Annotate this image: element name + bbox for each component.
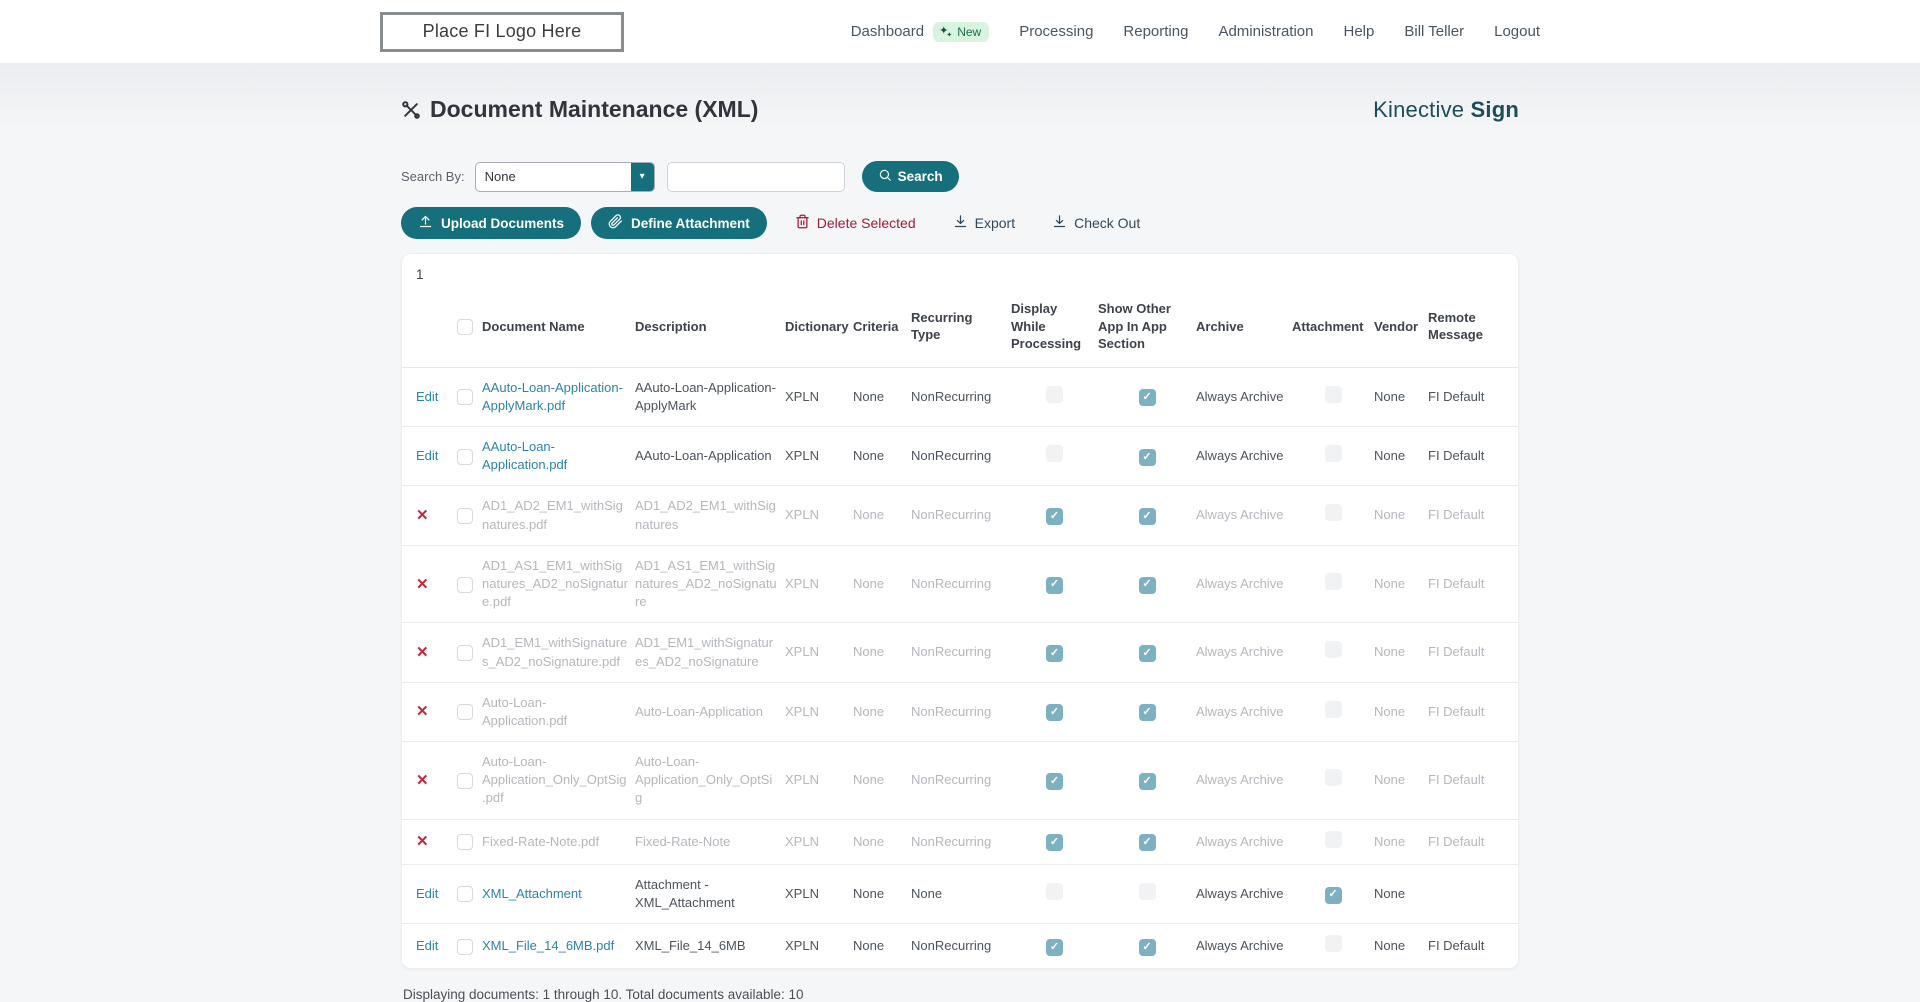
document-name-link[interactable]: XML_Attachment: [482, 885, 582, 901]
document-name-link: AD1_AS1_EM1_withSignatures_AD2_noSignature.pdf: [482, 557, 628, 610]
export-button[interactable]: [953, 214, 1015, 232]
header-display-while-processing: Display While Processing: [1011, 286, 1098, 367]
nav-item-reporting[interactable]: Reporting: [1123, 23, 1189, 40]
archive-cell: Always Archive: [1196, 545, 1292, 623]
table-row: [402, 427, 1518, 486]
header-attachment: Attachment: [1292, 286, 1374, 367]
row-checkbox[interactable]: [457, 508, 473, 524]
display-while-processing-checkbox: ✓: [1046, 939, 1063, 956]
document-name-cell: [482, 924, 635, 969]
archive-cell: Always Archive: [1196, 742, 1292, 820]
display-while-processing-cell: [1011, 367, 1098, 426]
show-other-app-cell: [1098, 924, 1196, 969]
display-while-processing-cell: [1011, 742, 1098, 820]
header-document-name: Document Name: [482, 286, 635, 367]
edit-link[interactable]: Edit: [416, 448, 439, 464]
select-cell: [448, 742, 482, 820]
row-checkbox[interactable]: [457, 449, 473, 465]
paperclip-icon: [608, 214, 623, 232]
show-other-app-checkbox: ✓: [1139, 449, 1156, 466]
remote-message-cell: FI Default: [1428, 427, 1518, 486]
row-checkbox[interactable]: [457, 645, 473, 661]
action-cell: [402, 819, 448, 864]
description-cell: AD1_AS1_EM1_withSignatures_AD2_noSignature: [635, 545, 785, 623]
nav-item-dashboard[interactable]: Dashboard: [850, 23, 925, 40]
nav-item-processing[interactable]: Processing: [1019, 23, 1094, 40]
select-cell: [448, 682, 482, 741]
attachment-checkbox: [1325, 769, 1342, 786]
vendor-cell: None: [1374, 486, 1428, 545]
dictionary-cell: XPLN: [785, 623, 853, 682]
select-cell: [448, 924, 482, 969]
recurring-type-cell: NonRecurring: [911, 819, 1011, 864]
table-row: [402, 864, 1518, 923]
display-while-processing-checkbox: ✓: [1046, 773, 1063, 790]
select-cell: [448, 623, 482, 682]
documents-summary: Displaying documents: 1 through 10. Total documents available: 10: [403, 987, 804, 1002]
action-cell: [402, 623, 448, 682]
dictionary-cell: XPLN: [785, 864, 853, 923]
brand-logo: [1373, 97, 1519, 123]
page-title: [401, 96, 758, 123]
attachment-checkbox: [1325, 831, 1342, 848]
document-name-link[interactable]: AAuto-Loan-Application.pdf: [482, 439, 568, 473]
attachment-checkbox: [1325, 573, 1342, 590]
show-other-app-cell: [1098, 367, 1196, 426]
new-badge-label: New: [957, 24, 982, 39]
display-while-processing-cell: [1011, 427, 1098, 486]
header-recurring-type: Recurring Type: [911, 286, 1011, 367]
export-label: Export: [974, 215, 1016, 231]
nav-links: [851, 22, 1540, 42]
logo-text: Place FI Logo Here: [422, 21, 582, 41]
dictionary-cell: XPLN: [785, 486, 853, 545]
remote-message-cell: FI Default: [1428, 938, 1485, 954]
show-other-app-cell: [1098, 623, 1196, 682]
nav-item-help[interactable]: Help: [1343, 23, 1375, 40]
nav-item-user[interactable]: Bill Teller: [1404, 23, 1465, 40]
header-archive: Archive: [1196, 286, 1292, 367]
upload-documents-button[interactable]: [401, 207, 581, 239]
show-other-app-cell: [1098, 819, 1196, 864]
define-attachment-button[interactable]: [591, 207, 767, 239]
archive-cell: Always Archive: [1196, 427, 1292, 486]
download-icon: [1052, 214, 1067, 232]
table-row: [402, 819, 1518, 864]
action-cell: [402, 864, 448, 923]
search-by-selected-value: None: [484, 169, 516, 184]
attachment-checkbox: [1325, 935, 1342, 952]
attachment-checkbox: [1325, 641, 1342, 658]
document-name-cell: [482, 864, 635, 923]
display-while-processing-checkbox: [1046, 883, 1063, 900]
display-while-processing-checkbox: ✓: [1046, 834, 1063, 851]
criteria-cell: None: [853, 623, 911, 682]
dictionary-cell: XPLN: [785, 938, 819, 954]
show-other-app-checkbox: [1139, 883, 1156, 900]
show-other-app-cell: [1098, 486, 1196, 545]
document-name-cell: [482, 623, 635, 682]
document-name-cell: [482, 682, 635, 741]
description-cell: AAuto-Loan-Application: [635, 427, 785, 486]
description-cell: AD1_AD2_EM1_withSignatures: [635, 486, 785, 545]
attachment-cell: [1292, 819, 1374, 864]
header-vendor: Vendor: [1374, 286, 1428, 367]
recurring-type-cell: NonRecurring: [911, 367, 1011, 426]
new-badge: [933, 22, 989, 42]
page-title-text: Document Maintenance (XML): [430, 96, 759, 122]
display-while-processing-checkbox: [1046, 445, 1063, 462]
attachment-checkbox: ✓: [1325, 887, 1342, 904]
action-cell: [402, 486, 448, 545]
attachment-checkbox: [1325, 386, 1342, 403]
table-header-row: [402, 286, 1518, 367]
edit-link[interactable]: Edit: [416, 938, 439, 954]
display-while-processing-cell: [1011, 819, 1098, 864]
fi-logo-placeholder: [380, 12, 624, 52]
row-checkbox[interactable]: [457, 886, 473, 902]
recurring-type-cell: NonRecurring: [911, 623, 1011, 682]
action-cell: [402, 367, 448, 426]
show-other-app-checkbox: ✓: [1139, 834, 1156, 851]
search-button-label: Search: [897, 169, 943, 184]
upload-documents-label: Upload Documents: [441, 215, 565, 231]
show-other-app-cell: [1098, 545, 1196, 623]
criteria-cell: None: [853, 864, 911, 923]
documents-card: [401, 253, 1519, 969]
display-while-processing-cell: [1011, 623, 1098, 682]
archive-cell: Always Archive: [1196, 864, 1292, 923]
header-description: Description: [635, 286, 785, 367]
document-name-cell: [482, 367, 635, 426]
description-cell: XML_File_14_6MB: [635, 938, 746, 954]
table-row: [402, 924, 1518, 969]
document-name-link: Auto-Loan-Application.pdf: [482, 694, 568, 728]
show-other-app-checkbox: ✓: [1139, 389, 1156, 406]
search-by-select[interactable]: [475, 162, 655, 192]
table-row: [402, 545, 1518, 623]
description-cell: Attachment - XML_Attachment: [635, 864, 785, 923]
check-out-label: Check Out: [1074, 215, 1141, 231]
dictionary-cell: XPLN: [785, 742, 853, 820]
remote-message-cell: FI Default: [1428, 819, 1518, 864]
remote-message-cell: FI Default: [1428, 545, 1518, 623]
recurring-type-cell: NonRecurring: [911, 938, 992, 954]
x-icon[interactable]: ✕: [416, 507, 429, 525]
dictionary-cell: XPLN: [785, 427, 853, 486]
nav-item-administration[interactable]: Administration: [1218, 23, 1314, 40]
x-icon[interactable]: ✕: [416, 771, 429, 789]
criteria-cell: None: [853, 545, 911, 623]
attachment-cell: [1292, 682, 1374, 741]
document-name-cell: [482, 486, 635, 545]
dictionary-cell: XPLN: [785, 367, 853, 426]
archive-cell: Always Archive: [1196, 367, 1292, 426]
header-remote-message: Remote Message: [1428, 286, 1518, 367]
document-name-cell: [482, 742, 635, 820]
archive-cell: Always Archive: [1196, 486, 1292, 545]
recurring-type-cell: NonRecurring: [911, 742, 1011, 820]
description-cell: AD1_EM1_withSignatures_AD2_noSignature: [635, 623, 785, 682]
document-name-link: AD1_AD2_EM1_withSignatures.pdf: [482, 498, 623, 532]
row-checkbox[interactable]: [457, 939, 473, 955]
remote-message-cell: [1428, 864, 1518, 923]
display-while-processing-cell: [1011, 924, 1098, 969]
recurring-type-cell: NonRecurring: [911, 486, 1011, 545]
criteria-cell: None: [853, 367, 911, 426]
define-attachment-label: Define Attachment: [631, 215, 750, 231]
select-cell: [448, 819, 482, 864]
tools-icon: [401, 100, 421, 120]
dictionary-cell: XPLN: [785, 545, 853, 623]
criteria-cell: None: [853, 682, 911, 741]
attachment-cell: [1292, 367, 1374, 426]
criteria-cell: None: [853, 486, 911, 545]
show-other-app-cell: [1098, 427, 1196, 486]
row-checkbox[interactable]: [457, 577, 473, 593]
remote-message-cell: FI Default: [1428, 742, 1518, 820]
criteria-cell: None: [853, 742, 911, 820]
description-cell: Fixed-Rate-Note: [635, 819, 785, 864]
select-all-checkbox[interactable]: [457, 319, 473, 335]
attachment-cell: [1292, 623, 1374, 682]
vendor-cell: None: [1374, 427, 1428, 486]
show-other-app-checkbox: ✓: [1139, 773, 1156, 790]
show-other-app-cell: [1098, 864, 1196, 923]
display-while-processing-checkbox: ✓: [1046, 704, 1063, 721]
chevron-down-icon: ▾: [631, 162, 654, 192]
check-out-button[interactable]: [1052, 214, 1140, 232]
remote-message-cell: FI Default: [1428, 486, 1518, 545]
archive-cell: Always Archive: [1196, 682, 1292, 741]
recurring-type-cell: NonRecurring: [911, 427, 1011, 486]
document-name-link[interactable]: XML_File_14_6MB.pdf: [482, 938, 615, 954]
attachment-cell: [1292, 545, 1374, 623]
attachment-checkbox: [1325, 701, 1342, 718]
action-cell: [402, 742, 448, 820]
delete-selected-button[interactable]: [795, 214, 916, 232]
table-row: [402, 623, 1518, 682]
row-checkbox[interactable]: [457, 389, 473, 405]
select-cell: [448, 427, 482, 486]
pagination: [402, 254, 1518, 286]
remote-message-cell: FI Default: [1428, 682, 1518, 741]
attachment-cell: [1292, 427, 1374, 486]
header-show-other-app: Show Other App In App Section: [1098, 286, 1196, 367]
download-icon: [953, 214, 968, 232]
criteria-cell: None: [853, 427, 911, 486]
vendor-cell: None: [1374, 623, 1428, 682]
show-other-app-checkbox: ✓: [1139, 939, 1156, 956]
document-name-cell: [482, 427, 635, 486]
trash-icon: [795, 214, 810, 232]
remote-message-cell: FI Default: [1428, 367, 1518, 426]
select-cell: [448, 367, 482, 426]
document-name-link: Fixed-Rate-Note.pdf: [482, 833, 600, 849]
attachment-checkbox: [1325, 504, 1342, 521]
x-icon[interactable]: ✕: [416, 575, 429, 593]
select-cell: [448, 545, 482, 623]
archive-cell: Always Archive: [1196, 819, 1292, 864]
display-while-processing-cell: [1011, 486, 1098, 545]
attachment-cell: [1292, 742, 1374, 820]
dictionary-cell: XPLN: [785, 682, 853, 741]
display-while-processing-checkbox: ✓: [1046, 577, 1063, 594]
search-by-label: Search By:: [401, 169, 465, 184]
row-checkbox[interactable]: [457, 704, 473, 720]
vendor-cell: None: [1374, 938, 1406, 954]
delete-selected-label: Delete Selected: [816, 215, 916, 231]
search-button[interactable]: [862, 161, 959, 192]
row-checkbox[interactable]: [457, 834, 473, 850]
vendor-cell: None: [1374, 545, 1428, 623]
select-cell: [448, 864, 482, 923]
row-checkbox[interactable]: [457, 773, 473, 789]
documents-table: [402, 286, 1518, 968]
brand-light: Kinective: [1373, 96, 1465, 122]
archive-cell: Always Archive: [1196, 623, 1292, 682]
document-name-link: Auto-Loan-Application_Only_OptSig.pdf: [482, 754, 627, 806]
nav-item-logout[interactable]: Logout: [1494, 23, 1540, 40]
display-while-processing-checkbox: [1046, 386, 1063, 403]
criteria-cell: None: [853, 938, 885, 954]
page-number[interactable]: 1: [416, 267, 424, 282]
remote-message-cell: FI Default: [1428, 623, 1518, 682]
attachment-checkbox: [1325, 445, 1342, 462]
show-other-app-checkbox: ✓: [1139, 577, 1156, 594]
show-other-app-checkbox: ✓: [1139, 645, 1156, 662]
search-input[interactable]: [667, 162, 845, 192]
show-other-app-cell: [1098, 742, 1196, 820]
action-cell: [402, 427, 448, 486]
edit-link[interactable]: Edit: [416, 388, 439, 404]
table-row: [402, 742, 1518, 820]
display-while-processing-cell: [1011, 682, 1098, 741]
description-cell: AAuto-Loan-Application-ApplyMark: [635, 367, 785, 426]
document-name-link[interactable]: AAuto-Loan-Application-ApplyMark.pdf: [482, 379, 623, 413]
action-cell: [402, 682, 448, 741]
table-row: [402, 486, 1518, 545]
vendor-cell: None: [1374, 367, 1428, 426]
sparkle-icon: $✦_✦$: [939, 25, 953, 39]
vendor-cell: None: [1374, 682, 1428, 741]
x-icon[interactable]: ✕: [416, 644, 429, 662]
vendor-cell: None: [1374, 742, 1428, 820]
show-other-app-checkbox: ✓: [1139, 704, 1156, 721]
vendor-cell: None: [1374, 819, 1428, 864]
vendor-cell: None: [1374, 864, 1428, 923]
dictionary-cell: XPLN: [785, 819, 853, 864]
recurring-type-cell: NonRecurring: [911, 545, 1011, 623]
search-icon: [878, 168, 892, 185]
select-cell: [448, 486, 482, 545]
upload-icon: [418, 214, 433, 232]
recurring-type-cell: NonRecurring: [911, 682, 1011, 741]
action-cell: [402, 924, 448, 969]
archive-cell: Always Archive: [1196, 938, 1284, 954]
show-other-app-checkbox: ✓: [1139, 508, 1156, 525]
edit-link[interactable]: Edit: [416, 885, 439, 901]
description-cell: Auto-Loan-Application: [635, 682, 785, 741]
table-row: [402, 682, 1518, 741]
x-icon[interactable]: ✕: [416, 833, 429, 851]
document-name-cell: [482, 819, 635, 864]
top-nav: [0, 0, 1920, 64]
attachment-cell: [1292, 486, 1374, 545]
table-row: [402, 367, 1518, 426]
criteria-cell: None: [853, 819, 911, 864]
attachment-cell: [1292, 924, 1374, 969]
description-cell: Auto-Loan-Application_Only_OptSig: [635, 742, 785, 820]
document-name-cell: [482, 545, 635, 623]
recurring-type-cell: None: [911, 864, 1011, 923]
header-dictionary: Dictionary: [785, 286, 853, 367]
show-other-app-cell: [1098, 682, 1196, 741]
attachment-cell: [1292, 864, 1374, 923]
display-while-processing-cell: [1011, 864, 1098, 923]
display-while-processing-checkbox: ✓: [1046, 645, 1063, 662]
action-cell: [402, 545, 448, 623]
header-criteria: Criteria: [853, 286, 911, 367]
display-while-processing-checkbox: ✓: [1046, 508, 1063, 525]
brand-bold: Sign: [1470, 96, 1519, 122]
document-name-link: AD1_EM1_withSignatures_AD2_noSignature.pdf: [482, 635, 628, 669]
x-icon[interactable]: ✕: [416, 703, 429, 721]
display-while-processing-cell: [1011, 545, 1098, 623]
